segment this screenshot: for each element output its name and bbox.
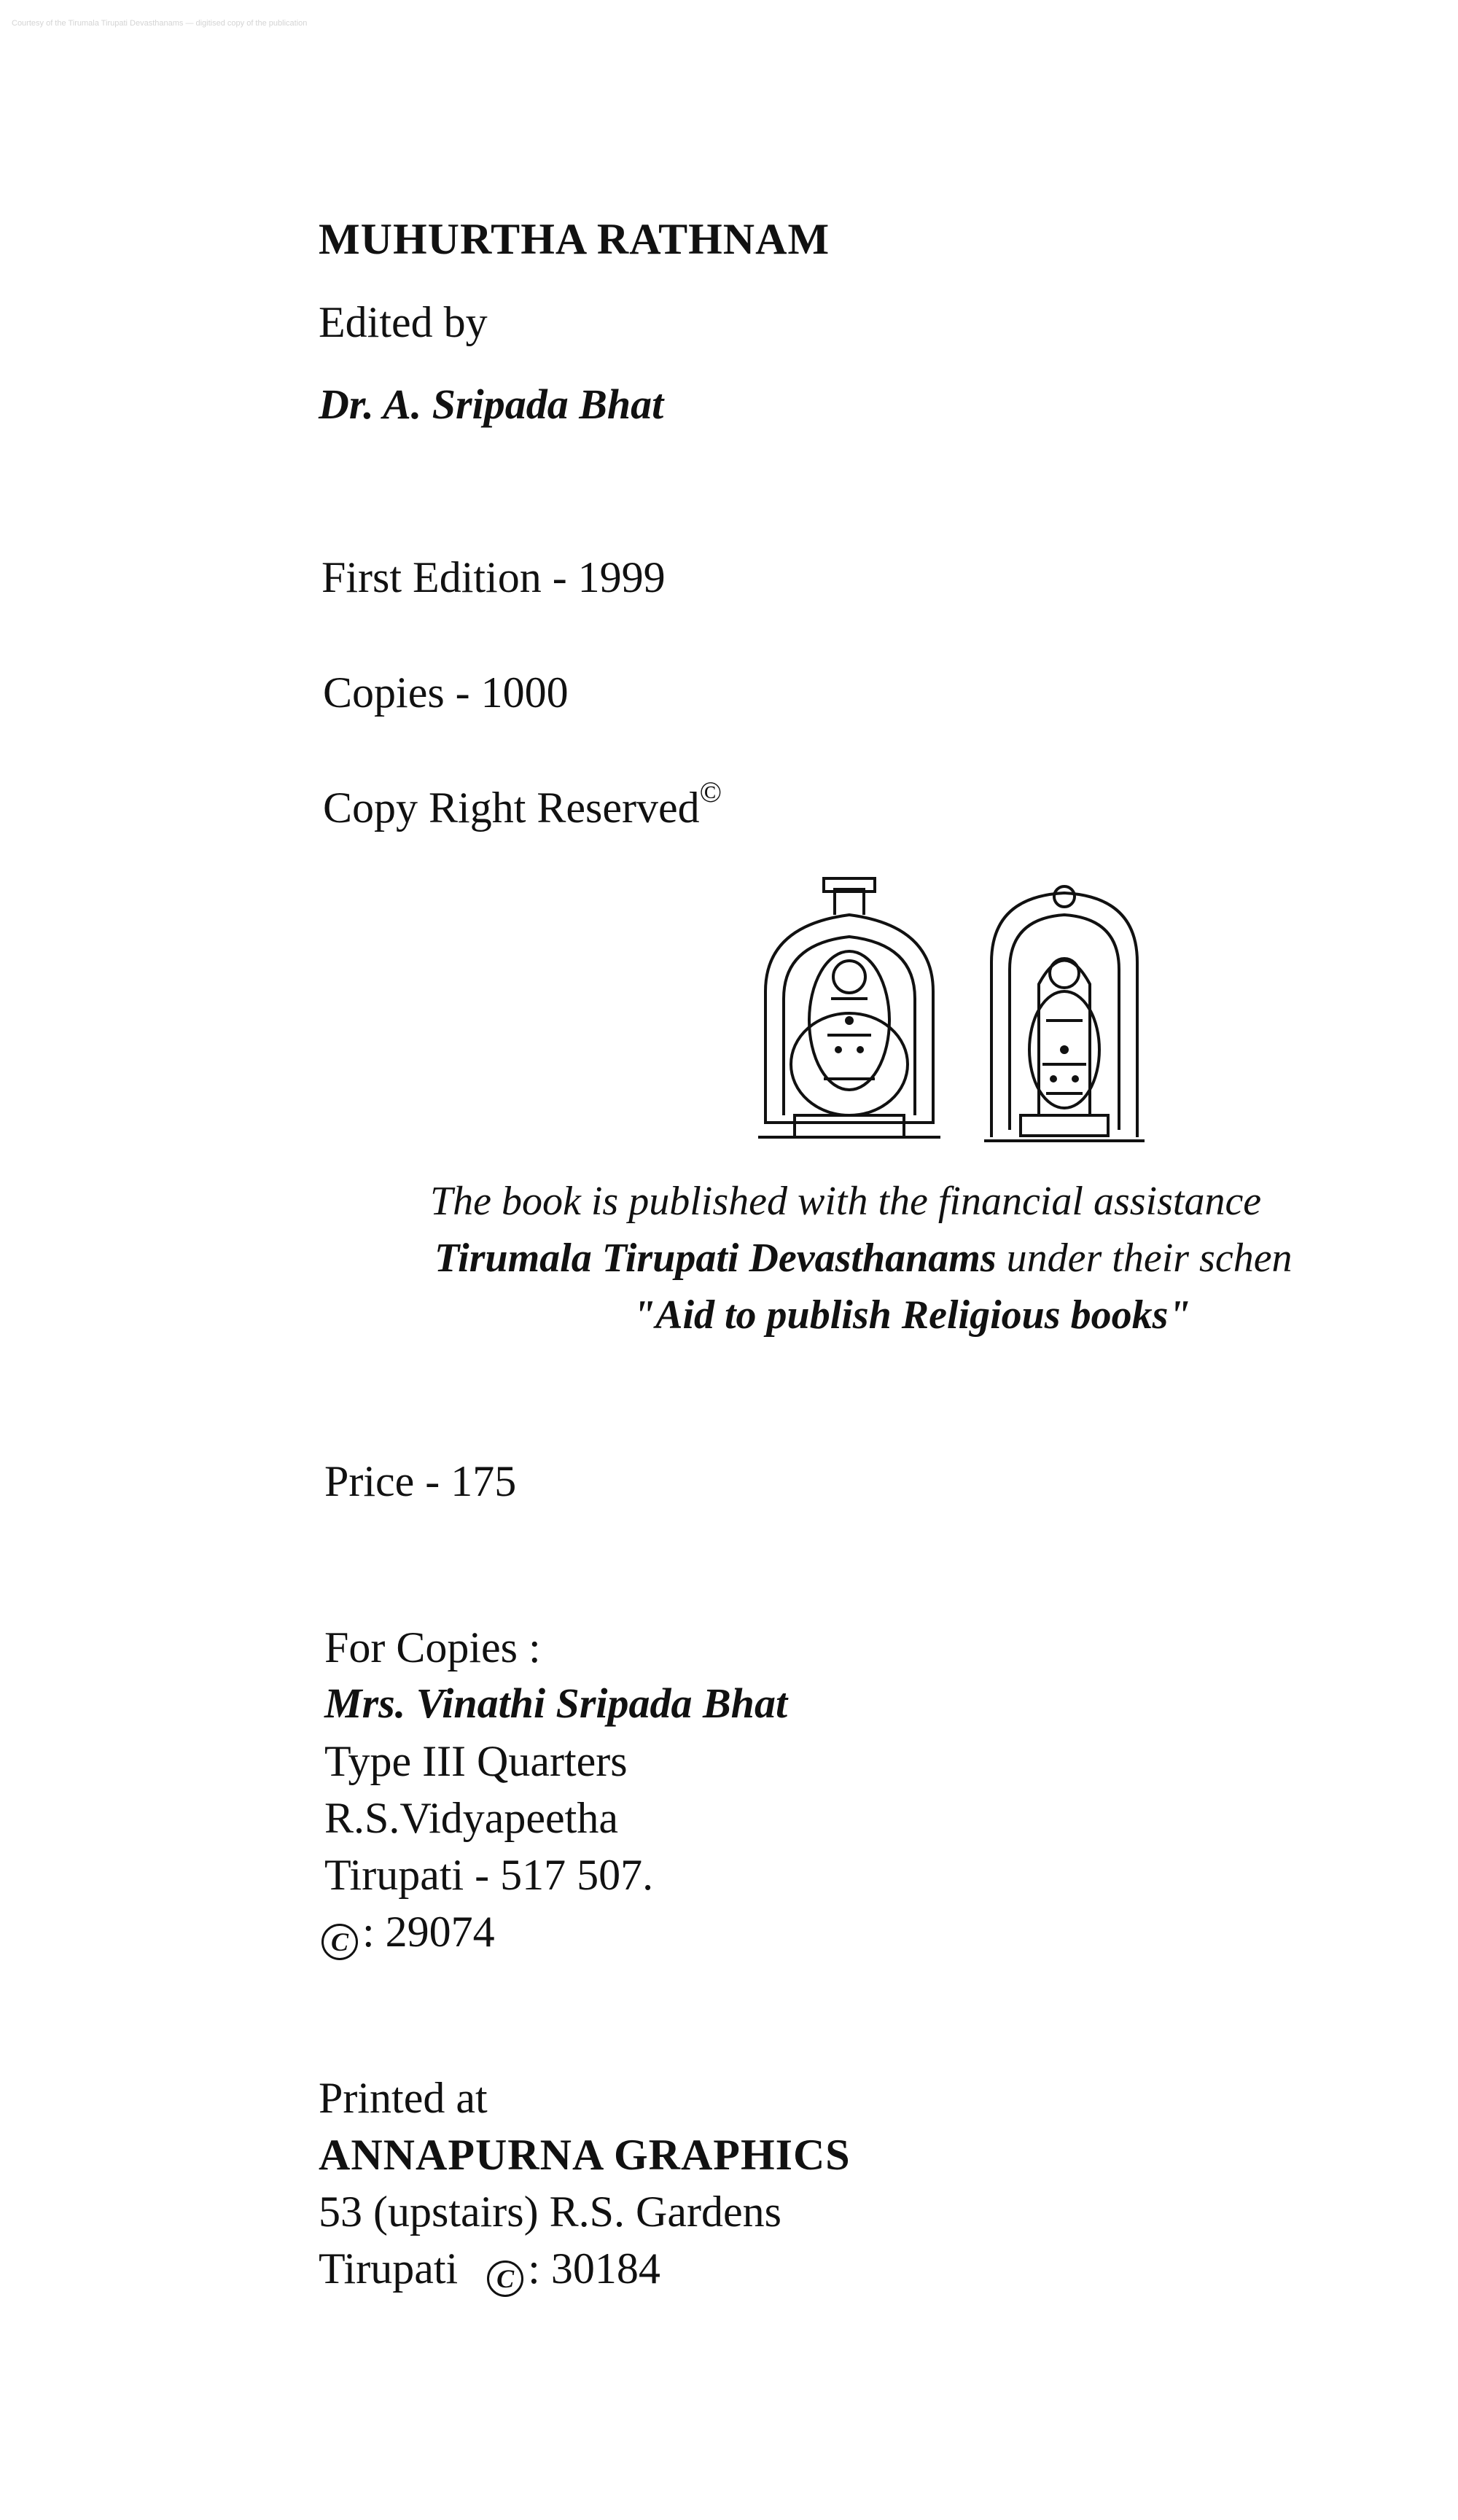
edition-text: First Edition - 1999 [321,553,666,601]
contact-address-1: Type III Quarters [324,1737,628,1785]
assistance-line-1: The book is published with the financial assistance [430,1179,1262,1224]
edited-by-label: Edited by [319,298,488,346]
printer-city: Tirupati [319,2244,459,2293]
printer-address: 53 (upstairs) R.S. Gardens [319,2188,781,2236]
contact-address-3: Tirupati - 517 507. [324,1851,654,1899]
assistance-org: Tirumala Tirupati Devasthanams [434,1236,997,1281]
assistance-line-2 [434,1238,1458,1279]
assistance-scheme-text: under their schen [996,1236,1293,1281]
for-copies-heading: For Copies : [324,1623,541,1671]
watermark-text: Courtesy of the Tirumala Tirupati Devasthanams — digitised copy of the publication [12,19,308,28]
printer-phone-number: : 30184 [528,2244,660,2293]
printed-at-heading: Printed at [319,2074,488,2122]
printer-city-phone [319,2244,660,2297]
copies-text: Copies - 1000 [323,668,569,717]
temple-deities-icon [751,875,1166,1148]
assistance-line-3: "Aid to publish Religious books" [633,1292,1191,1338]
copyright-text [323,776,722,832]
phone-icon: C [487,2260,523,2297]
printer-name: ANNAPURNA GRAPHICS [319,2131,851,2179]
copyright-label: Copy Right Reserved [323,784,700,832]
contact-name: Mrs. Vinathi Sripada Bhat [324,1680,788,1727]
book-title: MUHURTHA RATHNAM [319,215,830,263]
phone-icon: C [321,1924,358,1960]
copyright-symbol: © [699,776,722,808]
contact-phone [321,1910,495,1960]
contact-address-2: R.S.Vidyapeetha [324,1794,618,1842]
editor-name: Dr. A. Sripada Bhat [319,381,664,428]
contact-phone-number: : 29074 [362,1908,495,1956]
price-text: Price - 175 [324,1457,517,1505]
